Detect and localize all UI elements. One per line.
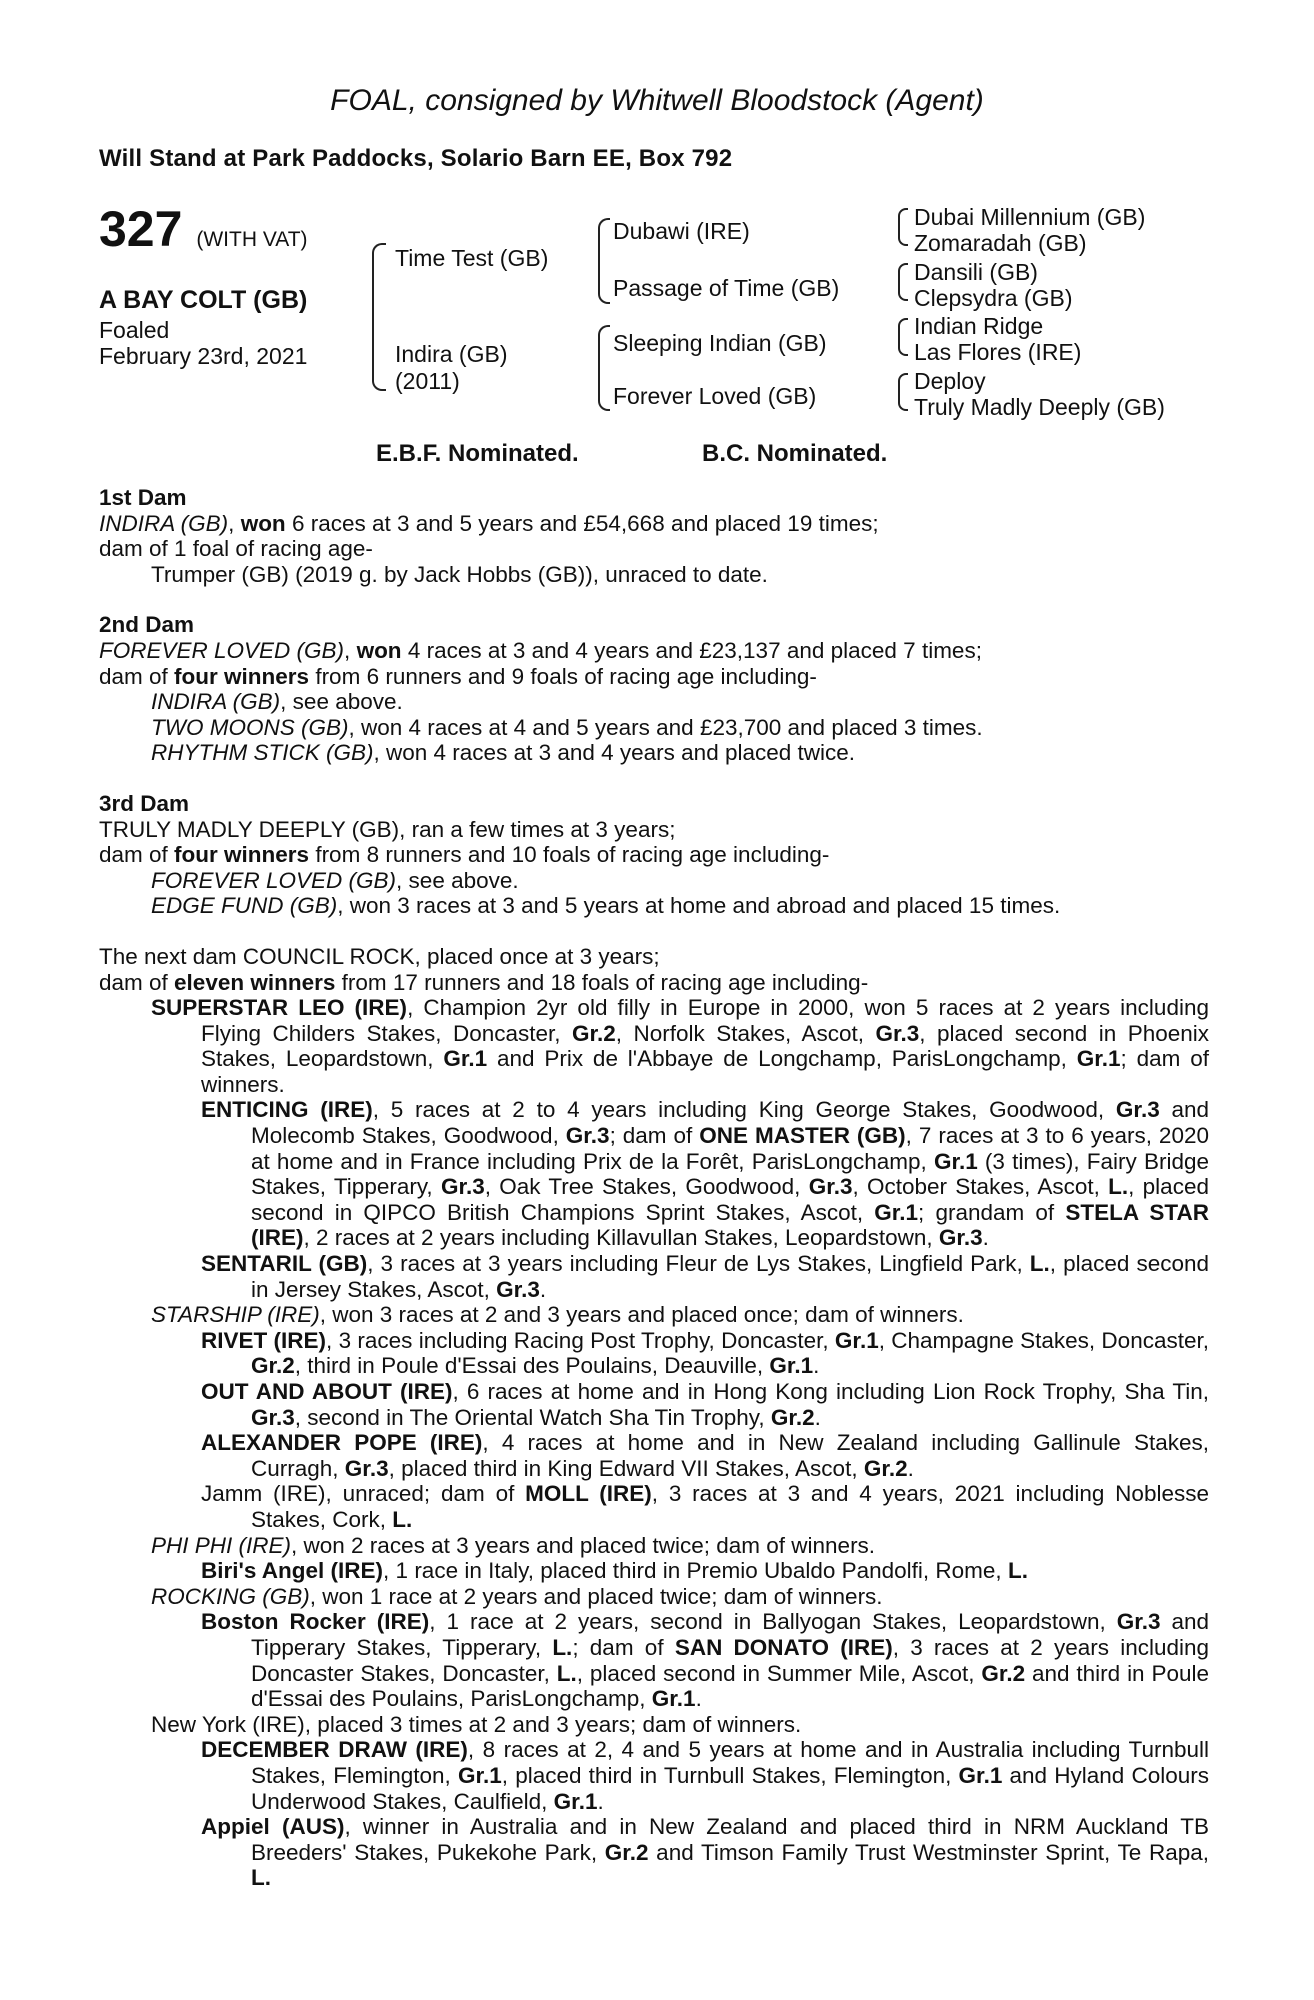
text: , won 1 race at 2 years and placed twice; dam of winners. [309, 1583, 883, 1609]
italic-name: FOREVER LOVED (GB) [151, 867, 397, 893]
pedigree-brace-ds [898, 318, 908, 356]
italic-name: PHI PHI (IRE) [151, 1532, 292, 1558]
text: 4 races at 3 and 4 years and £23,137 and placed 7 times; [401, 637, 982, 663]
text: and Molecomb Stakes, Goodwood, [251, 1097, 1209, 1149]
text: , October Stakes, Ascot, [852, 1174, 1109, 1200]
bold-text: ENTICING (IRE) [201, 1097, 373, 1123]
bold-text: Gr.1 [457, 1762, 502, 1788]
stand-location: Will Stand at Park Paddocks, Solario Barn EE, Box 792 [99, 145, 733, 172]
bold-text: won [356, 637, 402, 663]
text: , placed second in Jersey Stakes, Ascot, [251, 1251, 1209, 1302]
text: ; dam of winners. [201, 1046, 1210, 1097]
bold-text: Gr.1 [651, 1686, 696, 1712]
foaled-label: Foaled [99, 317, 170, 343]
italic-name: EDGE FUND (GB) [151, 893, 338, 919]
italic-name: FOREVER LOVED (GB) [99, 637, 345, 663]
bold-text: DECEMBER DRAW (IRE) [201, 1737, 468, 1763]
text: The next dam COUNCIL ROCK, placed once at 3 years; [99, 943, 660, 969]
bold-text: SAN DONATO (IRE) [674, 1634, 893, 1660]
entry-line [99, 1097, 1209, 1251]
pedigree-ssd: Zomaradah (GB) [914, 230, 1087, 256]
bold-text: Gr.2 [571, 1020, 616, 1046]
foaled-date: February 23rd, 2021 [99, 343, 308, 369]
entry-line [99, 536, 1209, 562]
pedigree-notes [99, 485, 1209, 1891]
text: , 3 races at 3 and 4 years, 2021 including Noblesse Stakes, Cork, [251, 1481, 1209, 1532]
entry-line [99, 1712, 1209, 1738]
entry-line [99, 562, 1209, 588]
text: , 4 races at home and in New Zealand including Gallinule Stakes, Curragh, [251, 1430, 1209, 1481]
entry-line [99, 1737, 1209, 1814]
bold-text: Gr.2 [863, 1455, 908, 1481]
dam-section [99, 944, 1209, 1891]
bold-text: Gr.3 [1115, 1097, 1160, 1123]
text: , placed third in Turnbull Stakes, Flemington, [501, 1762, 959, 1788]
bold-text: Gr.2 [251, 1353, 295, 1379]
bold-text: Appiel (AUS) [201, 1814, 345, 1840]
pedigree-sds: Dansili (GB) [914, 259, 1038, 285]
bold-text: ALEXANDER POPE (IRE) [201, 1430, 483, 1456]
pedigree-brace-sire [598, 218, 610, 304]
bold-text: Gr.3 [344, 1455, 389, 1481]
bold-text: L. [1108, 1174, 1129, 1200]
dam-section [99, 791, 1209, 919]
bold-text: SUPERSTAR LEO (IRE) [151, 995, 408, 1021]
bold-text: RIVET (IRE) [201, 1327, 327, 1353]
text: , second in The Oriental Watch Sha Tin Trophy, [294, 1404, 771, 1430]
text: and Timson Family Trust Westminster Sprint, Te Rapa, [648, 1839, 1209, 1865]
text: . [813, 1353, 820, 1379]
italic-name: TWO MOONS (GB) [151, 714, 349, 740]
pedigree-sire-sire: Dubawi (IRE) [613, 218, 750, 244]
pedigree-brace-1 [372, 243, 386, 391]
text: , 3 races at 2 years including Doncaster Stakes, Doncaster, [251, 1634, 1210, 1686]
pedigree-dss: Indian Ridge [914, 313, 1044, 339]
text: , 8 races at 2, 4 and 5 years at home and in Australia including Turnbull Stakes, Flemington, [251, 1737, 1209, 1788]
entry-line [99, 868, 1209, 894]
pedigree-sdd: Clepsydra (GB) [914, 285, 1073, 311]
bold-text: MOLL (IRE) [525, 1481, 652, 1507]
entry-line [99, 715, 1209, 741]
text: . [597, 1788, 604, 1814]
entry-line [99, 842, 1209, 868]
bold-text: STELA STAR (IRE) [251, 1199, 1209, 1251]
bold-text: four winners [174, 663, 310, 689]
text: dam of [99, 842, 175, 868]
text: , 1 race in Italy, placed third in Premio Ubaldo Pandolfi, Rome, [383, 1558, 1008, 1584]
italic-name: STARSHIP (IRE) [151, 1302, 320, 1328]
pedigree-ddd: Truly Madly Deeply (GB) [914, 394, 1165, 420]
text: from 17 runners and 18 foals of racing age including- [335, 969, 869, 995]
text: , third in Poule d'Essai des Poulains, Deauville, [294, 1353, 770, 1379]
italic-name: RHYTHM STICK (GB) [151, 740, 374, 766]
text: dam of [99, 663, 175, 689]
italic-name: INDIRA (GB) [99, 510, 229, 536]
text: , placed second in Phoenix Stakes, Leopardstown, [201, 1020, 1210, 1072]
entry-line [99, 1302, 1209, 1328]
ebf-nomination: E.B.F. Nominated. [376, 440, 579, 467]
bold-text: L. [552, 1634, 573, 1660]
text: . [695, 1686, 702, 1712]
entry-line [99, 944, 1209, 970]
dam-section [99, 612, 1209, 766]
text: Jamm (IRE), unraced; dam of [201, 1481, 526, 1507]
bold-text: SENTARIL (GB) [201, 1251, 368, 1277]
bold-text: four winners [174, 842, 310, 868]
entry-line [99, 1533, 1209, 1559]
entry-line [99, 1251, 1209, 1302]
bold-text: Gr.3 [440, 1174, 485, 1200]
text: , 7 races at 3 to 6 years, 2020 at home and in France including Prix de la Forêt, ParisLongchamp, [251, 1123, 1209, 1174]
italic-name: INDIRA (GB) [151, 689, 281, 715]
pedigree-brace-ss [898, 208, 908, 246]
pedigree-dsd: Las Flores (IRE) [914, 339, 1082, 365]
text: , 3 races including Racing Post Trophy, Doncaster, [326, 1327, 835, 1353]
entry-line [99, 1558, 1209, 1584]
text: . [907, 1455, 914, 1481]
bold-text: Gr.3 [496, 1276, 540, 1302]
entry-line [99, 511, 1209, 537]
text: dam of [99, 969, 175, 995]
pedigree-brace-dam [598, 325, 610, 411]
text: . [539, 1276, 547, 1302]
text: , see above. [280, 689, 403, 715]
text: and Prix de l'Abbaye de Longchamp, ParisLongchamp, [487, 1046, 1077, 1072]
text: , won 2 races at 3 years and placed twice; dam of winners. [291, 1532, 876, 1558]
text: Trumper (GB) (2019 g. by Jack Hobbs (GB)), unraced to date. [151, 561, 768, 587]
pedigree-sire-dam: Passage of Time (GB) [613, 275, 840, 301]
section-heading: 3rd Dam [99, 790, 190, 816]
text: , won 4 races at 3 and 4 years and placed twice. [373, 740, 856, 766]
entry-line [99, 1328, 1209, 1379]
bold-text: Biri's Angel (IRE) [201, 1558, 384, 1584]
bold-text: ONE MASTER (GB) [699, 1123, 906, 1149]
text: , 5 races at 2 to 4 years including King George Stakes, Goodwood, [372, 1097, 1116, 1123]
entry-line [99, 1379, 1209, 1430]
text: , see above. [396, 867, 519, 893]
lot-number-line [99, 201, 308, 265]
bold-text: Gr.1 [933, 1148, 978, 1174]
text: from 6 runners and 9 foals of racing age including- [309, 663, 817, 689]
bold-text: Gr.1 [834, 1327, 879, 1353]
bold-text: Gr.1 [443, 1046, 488, 1072]
section-heading: 2nd Dam [99, 612, 195, 638]
pedigree-dam-sire: Sleeping Indian (GB) [613, 330, 827, 356]
text: ; dam of [572, 1634, 675, 1660]
bold-text: L. [251, 1865, 271, 1891]
entry-line [99, 893, 1209, 919]
pedigree-brace-sd [898, 263, 908, 301]
bold-text: Gr.1 [1076, 1046, 1121, 1072]
text: , 1 race at 2 years, second in Ballyogan Stakes, Leopardstown, [429, 1609, 1117, 1635]
text: ; grandam of [918, 1199, 1066, 1225]
bold-text: Gr.2 [770, 1404, 815, 1430]
text: , placed second in QIPCO British Champions Sprint Stakes, Ascot, [251, 1174, 1209, 1225]
bold-text: L. [392, 1506, 413, 1532]
text: , won 3 races at 3 and 5 years at home and abroad and placed 15 times. [337, 893, 1061, 919]
text: , winner in Australia and in New Zealand and placed third in NRM Auckland TB Breeders' Stakes, Pukekohe Park, [251, 1814, 1209, 1865]
pedigree-sire: Time Test (GB) [395, 245, 549, 271]
bc-nomination: B.C. Nominated. [702, 440, 888, 467]
text: dam of 1 foal of racing age- [99, 536, 373, 562]
vat-note: (WITH VAT) [196, 228, 308, 251]
entry-line [99, 970, 1209, 996]
text: and Tipperary Stakes, Tipperary, [251, 1609, 1210, 1660]
entry-line [99, 817, 1209, 843]
text: (3 times), Fairy Bridge Stakes, Tipperary, [251, 1148, 1209, 1200]
text: , [228, 510, 241, 536]
text: , won 4 races at 4 and 5 years and £23,700 and placed 3 times. [348, 714, 983, 740]
text: , Champion 2yr old filly in Europe in 2000, won 5 races at 2 years including Flying Childers Stakes, Doncaster, [201, 995, 1209, 1046]
lot-number: 327 [99, 201, 183, 257]
text: and Hyland Colours Underwood Stakes, Caulfield, [251, 1762, 1209, 1814]
text: . [814, 1404, 821, 1430]
bold-text: Gr.1 [769, 1353, 814, 1379]
pedigree-dam: Indira (GB) [395, 341, 508, 367]
pedigree-brace-dd [898, 373, 908, 411]
text: , Norfolk Stakes, Ascot, [615, 1020, 876, 1046]
entry-line [99, 689, 1209, 715]
bold-text: L. [556, 1660, 577, 1686]
entry-line [99, 664, 1209, 690]
horse-name: A BAY COLT (GB) [99, 286, 308, 314]
text: from 8 runners and 10 foals of racing age including- [309, 842, 830, 868]
entry-line [99, 1481, 1209, 1532]
entry-line [99, 1584, 1209, 1610]
bold-text: eleven winners [174, 969, 336, 995]
text: ; dam of [609, 1123, 700, 1149]
bold-text: L. [1029, 1251, 1050, 1277]
pedigree-dam-year: (2011) [395, 368, 460, 394]
bold-text: OUT AND ABOUT (IRE) [201, 1379, 453, 1404]
entry-line [99, 740, 1209, 766]
text: . [982, 1225, 989, 1251]
section-heading: 1st Dam [99, 485, 187, 510]
text: , 2 races at 2 years including Killavullan Stakes, Leopardstown, [303, 1225, 939, 1251]
entry-line [99, 1430, 1209, 1481]
bold-text: L. [1007, 1558, 1028, 1584]
pedigree-sss: Dubai Millennium (GB) [914, 204, 1146, 230]
bold-text: Gr.3 [251, 1404, 295, 1430]
entry-line [99, 1609, 1209, 1711]
text: and third in Poule d'Essai des Poulains, ParisLongchamp, [251, 1660, 1209, 1712]
text: , placed third in King Edward VII Stakes, Ascot, [388, 1455, 864, 1481]
bold-text: Gr.3 [938, 1225, 983, 1251]
text: , Champagne Stakes, Doncaster, [878, 1327, 1209, 1353]
pedigree-dds: Deploy [914, 368, 986, 394]
bold-text: Gr.3 [565, 1123, 610, 1149]
bold-text: Gr.3 [1116, 1609, 1161, 1635]
text: , won 3 races at 2 and 3 years and placed once; dam of winners. [319, 1302, 964, 1328]
pedigree-dam-dam: Forever Loved (GB) [613, 383, 817, 409]
bold-text: Gr.1 [874, 1199, 919, 1225]
bold-text: Gr.3 [875, 1020, 920, 1046]
text: , Oak Tree Stakes, Goodwood, [484, 1174, 809, 1200]
dam-section [99, 485, 1209, 587]
entry-line [99, 638, 1209, 664]
bold-text: Gr.1 [553, 1788, 598, 1814]
entry-line [99, 995, 1209, 1097]
bold-text: Boston Rocker (IRE) [201, 1609, 430, 1635]
bold-text: won [240, 510, 286, 536]
entry-line [99, 1814, 1209, 1891]
text: 6 races at 3 and 5 years and £54,668 and placed 19 times; [285, 510, 879, 536]
bold-text: Gr.2 [981, 1660, 1026, 1686]
text: , 3 races at 3 years including Fleur de Lys Stakes, Lingfield Park, [367, 1251, 1030, 1277]
text: New York (IRE), placed 3 times at 2 and 3 years; dam of winners. [151, 1711, 802, 1737]
text: , [344, 637, 357, 663]
text: , placed second in Summer Mile, Ascot, [576, 1660, 982, 1686]
page-title: FOAL, consigned by Whitwell Bloodstock (Agent) [330, 84, 984, 117]
text: TRULY MADLY DEEPLY (GB), ran a few times at 3 years; [99, 816, 676, 842]
bold-text: Gr.1 [958, 1762, 1003, 1788]
bold-text: Gr.2 [604, 1839, 649, 1865]
bold-text: Gr.3 [808, 1174, 853, 1200]
text: , 6 races at home and in Hong Kong including Lion Rock Trophy, Sha Tin, [452, 1379, 1209, 1404]
italic-name: ROCKING (GB) [151, 1583, 310, 1609]
